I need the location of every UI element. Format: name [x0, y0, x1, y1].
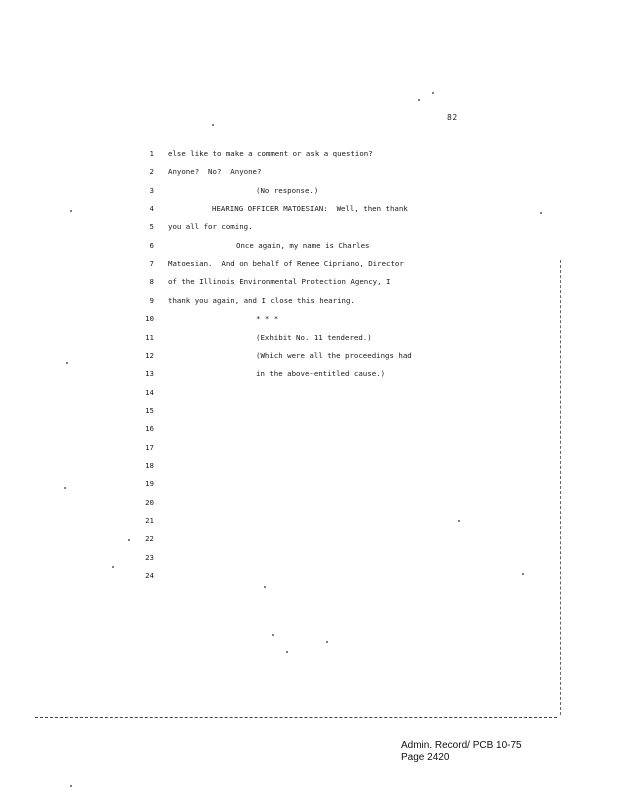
scan-speck [66, 362, 68, 364]
line-text: Anyone? No? Anyone? [168, 167, 262, 176]
line-number: 19 [145, 479, 154, 488]
transcript-line [0, 570, 618, 582]
line-number: 5 [149, 222, 154, 231]
scan-speck [64, 487, 66, 489]
line-number: 21 [145, 516, 154, 525]
line-number: 17 [145, 443, 154, 452]
line-text: Matoesian. And on behalf of Renee Cipriano, Director [168, 259, 404, 268]
admin-record-stamp [401, 740, 522, 764]
line-number: 23 [145, 553, 154, 562]
transcript-line [0, 405, 618, 417]
transcript-line [0, 442, 618, 454]
transcript-line [0, 460, 618, 472]
scan-speck [128, 539, 130, 541]
line-text: in the above-entitled cause.) [256, 369, 386, 378]
line-text: thank you again, and I close this hearing. [168, 296, 355, 305]
transcript-line [0, 258, 618, 270]
record-label: Admin. Record/ PCB 10-75 [401, 740, 522, 751]
line-number: 10 [145, 314, 154, 323]
transcript-line [0, 515, 618, 527]
page-label: Page 2420 [401, 752, 450, 763]
scan-speck [212, 124, 214, 126]
transcript-line [0, 148, 618, 160]
scan-speck [272, 634, 274, 636]
line-number: 14 [145, 388, 154, 397]
transcript-line [0, 185, 618, 197]
line-text: * * * [256, 314, 279, 323]
transcript-line [0, 552, 618, 564]
line-number: 2 [149, 167, 154, 176]
line-number: 4 [149, 204, 154, 213]
transcript-line [0, 368, 618, 380]
scan-speck [540, 212, 542, 214]
transcript-line [0, 313, 618, 325]
transcript-line [0, 166, 618, 178]
transcript-line [0, 276, 618, 288]
line-number: 3 [149, 186, 154, 195]
line-number: 9 [149, 296, 154, 305]
transcript-line [0, 478, 618, 490]
scan-speck [326, 641, 328, 643]
scan-speck [70, 785, 72, 787]
line-number: 1 [149, 149, 154, 158]
line-number: 8 [149, 277, 154, 286]
scan-speck [264, 586, 266, 588]
line-number: 24 [145, 571, 154, 580]
line-number: 16 [145, 424, 154, 433]
scan-speck [112, 566, 114, 568]
line-number: 18 [145, 461, 154, 470]
bottom-rule [35, 717, 557, 718]
transcript-line [0, 497, 618, 509]
transcript-line [0, 533, 618, 545]
scan-speck [458, 520, 460, 522]
scan-speck [522, 573, 524, 575]
transcript-line [0, 240, 618, 252]
scan-speck [432, 92, 434, 94]
line-number: 22 [145, 534, 154, 543]
line-text: of the Illinois Environmental Protection Agency, I [168, 277, 391, 286]
transcript-line [0, 203, 618, 215]
line-number: 12 [145, 351, 154, 360]
transcript-line [0, 295, 618, 307]
line-number: 11 [145, 333, 154, 342]
transcript-line [0, 332, 618, 344]
line-number: 13 [145, 369, 154, 378]
line-number: 20 [145, 498, 154, 507]
line-text: you all for coming. [168, 222, 253, 231]
scan-speck [70, 210, 72, 212]
line-text: (Exhibit No. 11 tendered.) [256, 333, 372, 342]
page-number: 82 [447, 113, 458, 122]
transcript-line [0, 387, 618, 399]
line-text: (Which were all the proceedings had [256, 351, 412, 360]
line-text: HEARING OFFICER MATOESIAN: Well, then thank [212, 204, 408, 213]
line-text: (No response.) [256, 186, 319, 195]
scan-speck [418, 99, 420, 101]
transcript-line [0, 423, 618, 435]
line-number: 6 [149, 241, 154, 250]
right-margin-rule [560, 260, 561, 715]
line-text: Once again, my name is Charles [236, 241, 370, 250]
line-text: else like to make a comment or ask a question? [168, 149, 373, 158]
line-number: 15 [145, 406, 154, 415]
transcript-line [0, 350, 618, 362]
scan-speck [286, 651, 288, 653]
transcript-line [0, 221, 618, 233]
line-number: 7 [149, 259, 154, 268]
